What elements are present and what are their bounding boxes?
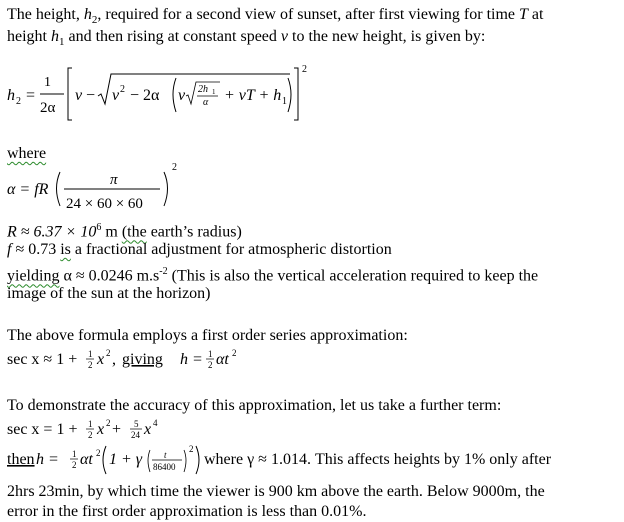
svg-text:4: 4 [153, 418, 158, 428]
final-line-2: error in the first order approximation is less than 0.01%. [7, 503, 367, 520]
svg-text:2α: 2α [40, 100, 56, 116]
svg-text:5: 5 [134, 419, 139, 429]
svg-text:− 2α: − 2α [130, 87, 160, 104]
svg-text:v: v [112, 87, 120, 104]
svg-text:2: 2 [72, 460, 77, 470]
svg-text:αt: αt [216, 351, 229, 368]
formula-lhs: h [7, 87, 15, 104]
svg-text:1: 1 [44, 75, 51, 90]
svg-text:v: v [178, 87, 186, 104]
svg-text:86400: 86400 [153, 462, 176, 472]
approx-para: The above formula employs a first order series approximation: [7, 327, 408, 344]
svg-text:h =: h = [36, 451, 59, 468]
f-line: f ≈ 0.73 is a fractional adjustment for atmospheric distortion [7, 241, 392, 258]
svg-text:1: 1 [208, 349, 213, 359]
svg-text:α: α [203, 97, 209, 108]
svg-text:2h: 2h [198, 84, 208, 95]
svg-text:sec x = 1 +: sec x = 1 + [7, 421, 78, 438]
svg-text:2: 2 [96, 448, 101, 458]
svg-text:t: t [164, 450, 167, 460]
final-line-1: 2hrs 23min, by which time the viewer is 900 km above the earth. Below 9000m, the [7, 483, 545, 500]
svg-text:,: , [112, 351, 116, 368]
radius-line: $R \approx 6.37 \times 10^6$ m (the earth’s radius) [7, 222, 242, 241]
svg-text:h =: h = [180, 351, 203, 368]
svg-text:1: 1 [88, 419, 93, 429]
intro-line-2: height $h_1$ and then rising at constant speed v to the new height, is given by: [7, 28, 486, 49]
demo-para: To demonstrate the accuracy of this approximation, let us take a further term: [7, 397, 502, 414]
svg-text:1: 1 [282, 96, 287, 107]
svg-text:2: 2 [106, 348, 111, 358]
svg-text:=: = [26, 87, 36, 104]
svg-text:2: 2 [172, 162, 177, 173]
svg-text:1 + γ: 1 + γ [109, 451, 143, 468]
svg-text:1: 1 [88, 349, 93, 359]
svg-text:24 × 60 × 60: 24 × 60 × 60 [66, 196, 143, 212]
svg-text:1: 1 [72, 449, 77, 459]
svg-text:where γ ≈ 1.014. This affects: where γ ≈ 1.014. This affects heights by 1% only after [204, 451, 552, 468]
then-formula [0, 442, 624, 476]
svg-text:2: 2 [208, 360, 213, 370]
svg-text:α = fR: α = fR [7, 181, 49, 198]
svg-text:24: 24 [131, 430, 140, 440]
svg-text:x: x [97, 421, 105, 438]
svg-text:2: 2 [232, 348, 237, 358]
where-label: where [7, 145, 47, 162]
svg-text:2: 2 [302, 64, 307, 75]
main-formula [0, 62, 320, 124]
intro-line-1: The height, $h_2$, required for a second view of sunset, after first viewing for time T at [7, 6, 544, 27]
svg-text:2: 2 [88, 360, 93, 370]
svg-text:giving: giving [122, 351, 163, 368]
svg-text:2: 2 [106, 418, 111, 428]
svg-text:2: 2 [189, 444, 194, 454]
svg-text:+: + [112, 421, 122, 438]
svg-text:then: then [7, 451, 35, 468]
sec-full-formula [0, 414, 200, 442]
svg-text:−: − [86, 87, 96, 104]
yield-line-2: image of the sun at the horizon) [7, 285, 211, 302]
svg-text:+ vT + h: + vT + h [224, 87, 282, 104]
yield-line: yielding α ≈ 0.0246 $m.s^{-2}$ (This is also the vertical acceleration required to keep the [7, 266, 539, 285]
svg-text:2: 2 [16, 96, 21, 107]
alpha-formula [0, 160, 200, 216]
svg-text:x: x [97, 351, 105, 368]
svg-text:2: 2 [120, 84, 125, 95]
svg-text:2: 2 [88, 430, 93, 440]
svg-text:sec x ≈ 1 +: sec x ≈ 1 + [7, 351, 78, 368]
svg-text:π: π [110, 172, 118, 188]
svg-text:x: x [144, 421, 152, 438]
svg-text:v: v [75, 87, 83, 104]
sec-approx-formula [0, 344, 300, 372]
svg-text:αt: αt [80, 451, 93, 468]
svg-text:1: 1 [212, 88, 216, 96]
